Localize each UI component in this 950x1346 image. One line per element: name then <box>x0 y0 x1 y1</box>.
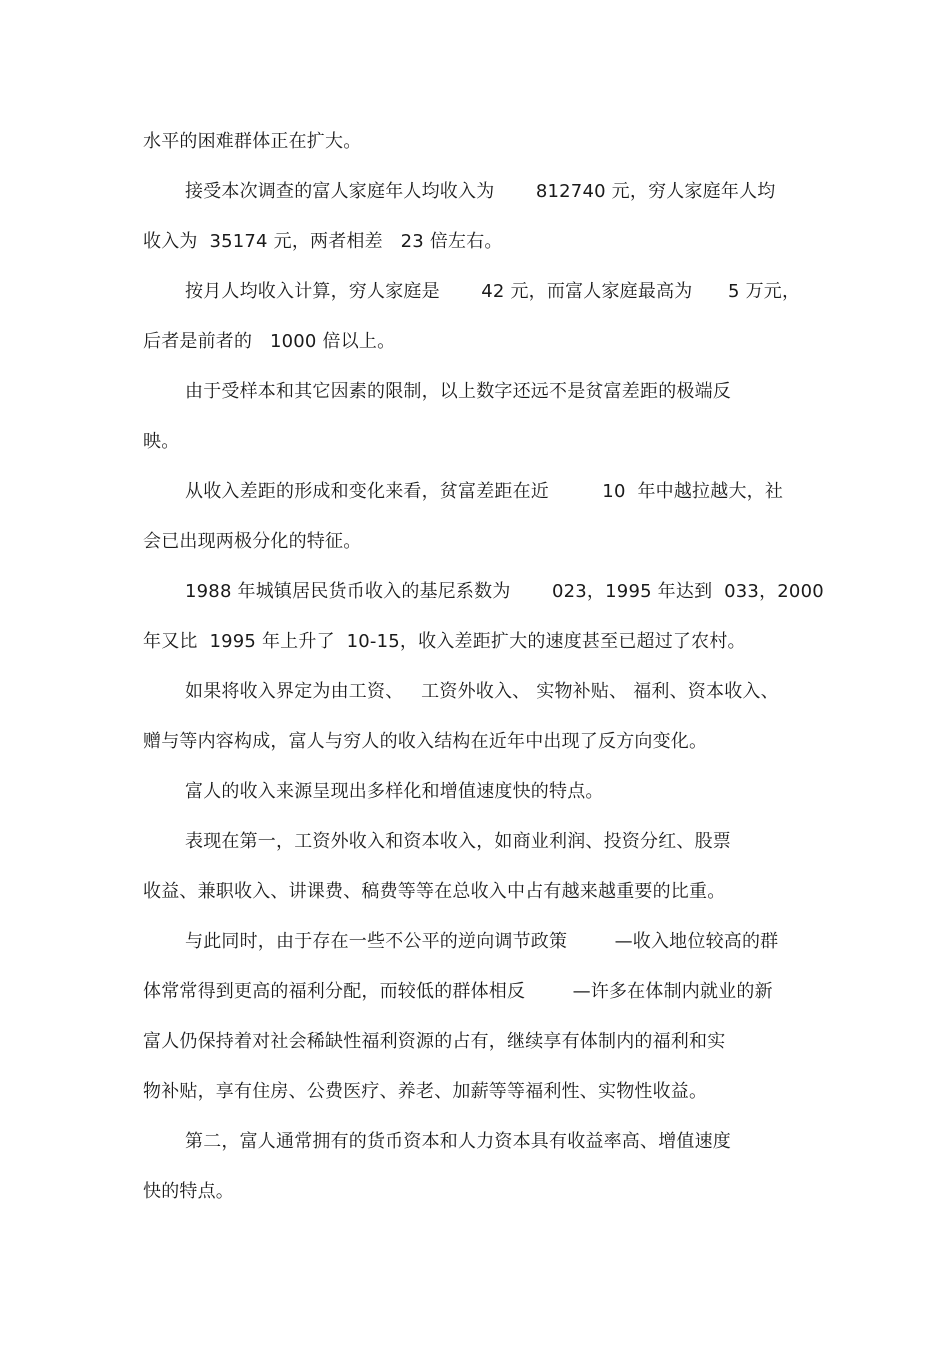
text-line: 表现在第一，工资外收入和资本收入，如商业利润、投资分红、股票 <box>185 831 731 852</box>
text-line: 由于受样本和其它因素的限制，以上数字还远不是贫富差距的极端反 <box>185 381 731 402</box>
text-line: 按月人均收入计算，穷人家庭是 42 元，而富人家庭最高为 5 万元， <box>185 281 801 302</box>
text-line: 从收入差距的形成和变化来看，贫富差距在近 10 年中越拉越大，社 <box>185 481 784 502</box>
text-line: 赠与等内容构成，富人与穷人的收入结构在近年中出现了反方向变化。 <box>143 731 708 752</box>
text-line: 富人的收入来源呈现出多样化和增值速度快的特点。 <box>185 781 604 802</box>
text-line: 与此同时，由于存在一些不公平的逆向调节政策 —收入地位较高的群 <box>185 931 779 952</box>
text-line: 富人仍保持着对社会稀缺性福利资源的占有，继续享有体制内的福利和实 <box>143 1031 726 1052</box>
text-line: 收入为 35174 元，两者相差 23 倍左右。 <box>143 231 503 252</box>
text-line: 接受本次调查的富人家庭年人均收入为 812740 元，穷人家庭年人均 <box>185 181 776 202</box>
text-line: 水平的困难群体正在扩大。 <box>143 131 362 152</box>
text-line: 年又比 1995 年上升了 10-15，收入差距扩大的速度甚至已超过了农村。 <box>143 631 746 652</box>
text-line: 体常常得到更高的福利分配，而较低的群体相反 —许多在体制内就业的新 <box>143 981 773 1002</box>
text-line: 1988 年城镇居民货币收入的基尼系数为 023，1995 年达到 033，2000 <box>185 581 824 602</box>
text-line: 如果将收入界定为由工资、 工资外收入、 实物补贴、 福利、资本收入、 <box>185 681 779 702</box>
text-line: 快的特点。 <box>143 1181 234 1202</box>
text-line: 收益、兼职收入、讲课费、稿费等等在总收入中占有越来越重要的比重。 <box>143 881 726 902</box>
text-line: 会已出现两极分化的特征。 <box>143 531 362 552</box>
text-line: 映。 <box>143 431 180 452</box>
text-line: 物补贴，享有住房、公费医疗、养老、加薪等等福利性、实物性收益。 <box>143 1081 708 1102</box>
text-line: 第二，富人通常拥有的货币资本和人力资本具有收益率高、增值速度 <box>185 1131 731 1152</box>
text-line: 后者是前者的 1000 倍以上。 <box>143 331 396 352</box>
